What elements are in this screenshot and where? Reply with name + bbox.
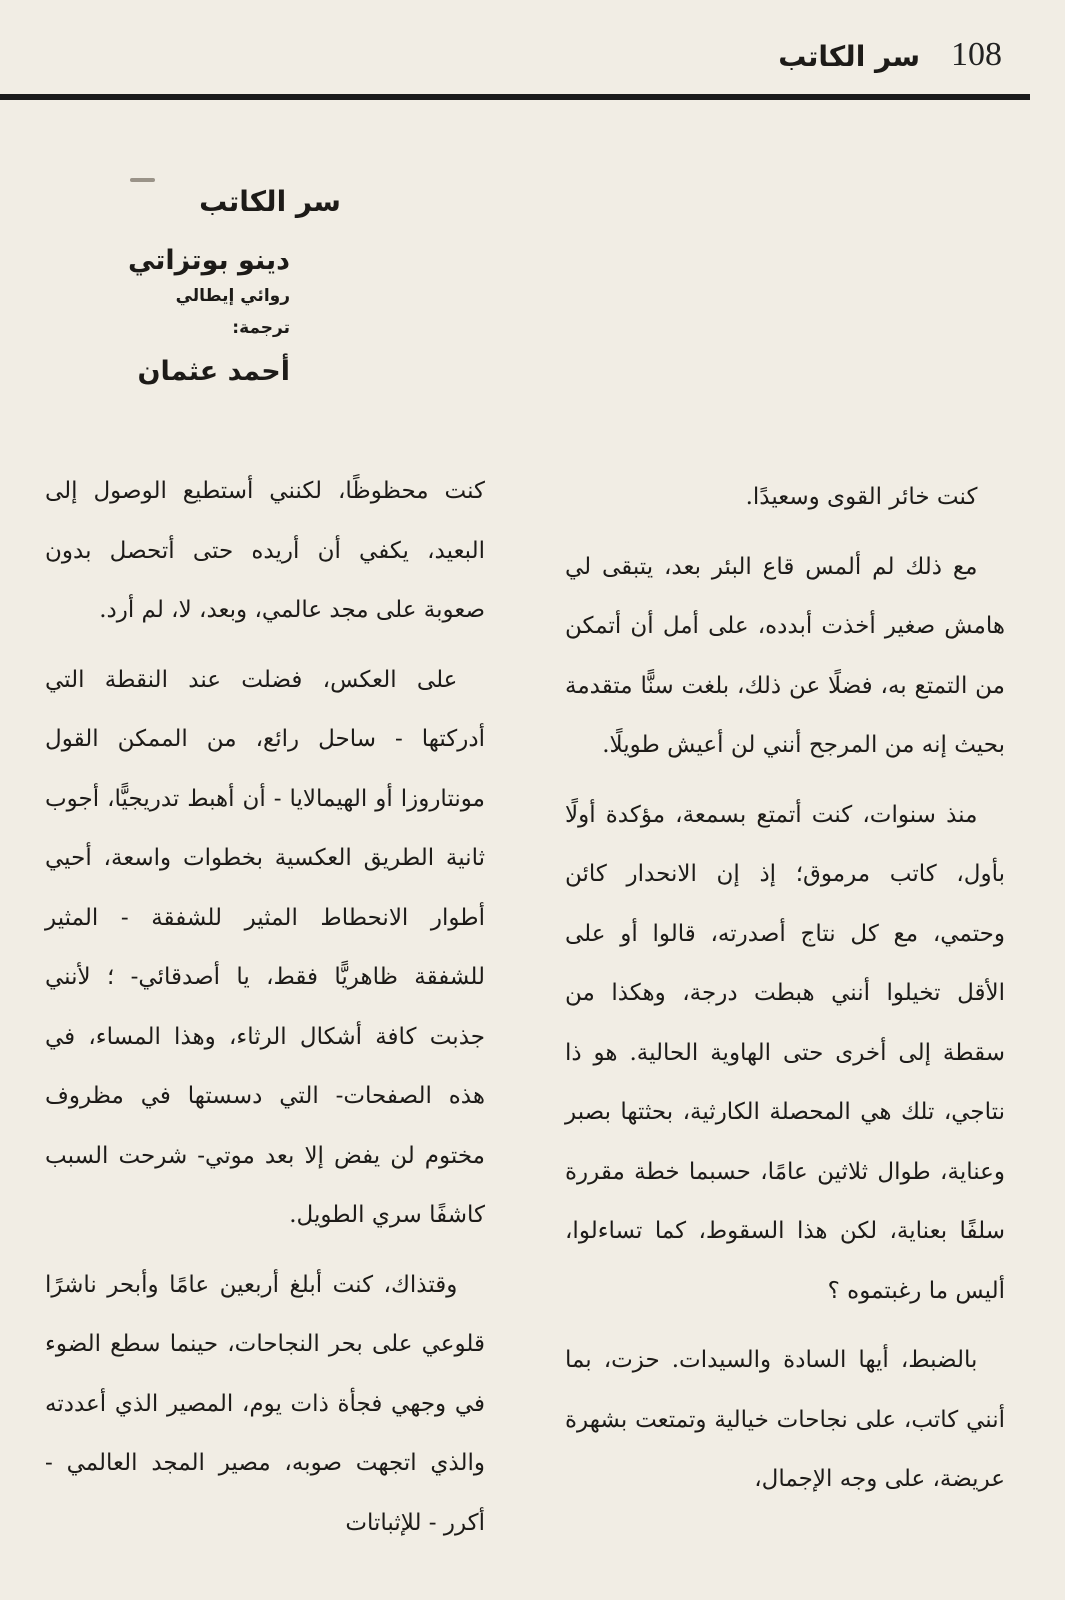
ink-smudge (130, 178, 155, 182)
header-rule (0, 94, 1030, 100)
paragraph: بالضبط، أيها السادة والسيدات. حزت، بما أنني كاتب، على نجاحات خيالية وتمتعت بشهرة عريضة، على وجه الإجمال، (565, 1347, 1005, 1492)
title-block (40, 185, 500, 218)
right-column (565, 468, 1005, 1520)
author-name: دينو بوتزاتي (127, 245, 290, 276)
paragraph: وقتذاك، كنت أبلغ أربعين عامًا وأبحر ناشرًا قلوعي على بحر النجاحات، حينما سطع الضوء في وجهي فجأة ذات يوم، المصير الذي أعددته والذي اتجهت صوبه، مصير المجد العالمي - أكرر - للإثباتات (45, 1271, 485, 1536)
author-block (128, 245, 290, 387)
article-title: سر الكاتب (199, 185, 341, 218)
translation-label: ترجمة: (232, 318, 290, 338)
paragraph: كنت محظوظًا، لكنني أستطيع الوصول إلى البعيد، يكفي أن أريده حتى أتحصل بدون صعوبة على مجد عالمي، وبعد، لا، لم أرد. (45, 478, 485, 623)
author-role: روائي إيطالي (175, 286, 290, 306)
page-number: 108 (951, 36, 1002, 73)
left-column (45, 462, 485, 1563)
paragraph: كنت خائر القوى وسعيدًا. (745, 484, 978, 510)
translator-name: أحمد عثمان (137, 356, 290, 387)
paragraph: منذ سنوات، كنت أتمتع بسمعة، مؤكدة أولًا بأول، كاتب مرموق؛ إذ إن الانحدار كائن وحتمي، مع كل نتاج أصدرته، قالوا أو على الأقل تخيلوا أنني هبطت درجة، وهكذا من سقطة إلى أخرى حتى الهاوية الحالية. هو ذا نتاجي، تلك هي المحصلة الكارثية، بحثتها بصبر وعناية، طوال ثلاثين عامًا، حسبما خطة مقررة سلفًا بعناية، لكن هذا السقوط، كما تساءلوا، أليس ما رغبتموه ؟ (565, 801, 1005, 1304)
page-header (0, 36, 1030, 96)
paragraph: مع ذلك لم ألمس قاع البئر بعد، يتبقى لي هامش صغير أخذت أبدده، على أمل أن أتمكن من التمتع به، فضلًا عن ذلك، بلغت سنًّا متقدمة بحيث إنه من المرجح أنني لن أعيش طويلًا. (565, 553, 1005, 758)
running-title: سر الكاتب (778, 40, 920, 73)
paragraph: على العكس، فضلت عند النقطة التي أدركتها - ساحل رائع، من الممكن القول مونتاروزا أو الهيمالايا - أن أهبط تدريجيًّا، أجوب ثانية الطريق العكسية بخطوات واسعة، أحيي أطوار الانحطاط المثير للشفقة - المثير للشفقة ظاهريًّا فقط، يا أصدقائي- ؛ لأنني جذبت كافة أشكال الرثاء، وهذا المساء، في هذه الصفحات- التي دسستها في مظروف مختوم لن يفض إلا بعد موتي- شرحت السبب كاشفًا سري الطويل. (45, 666, 485, 1228)
